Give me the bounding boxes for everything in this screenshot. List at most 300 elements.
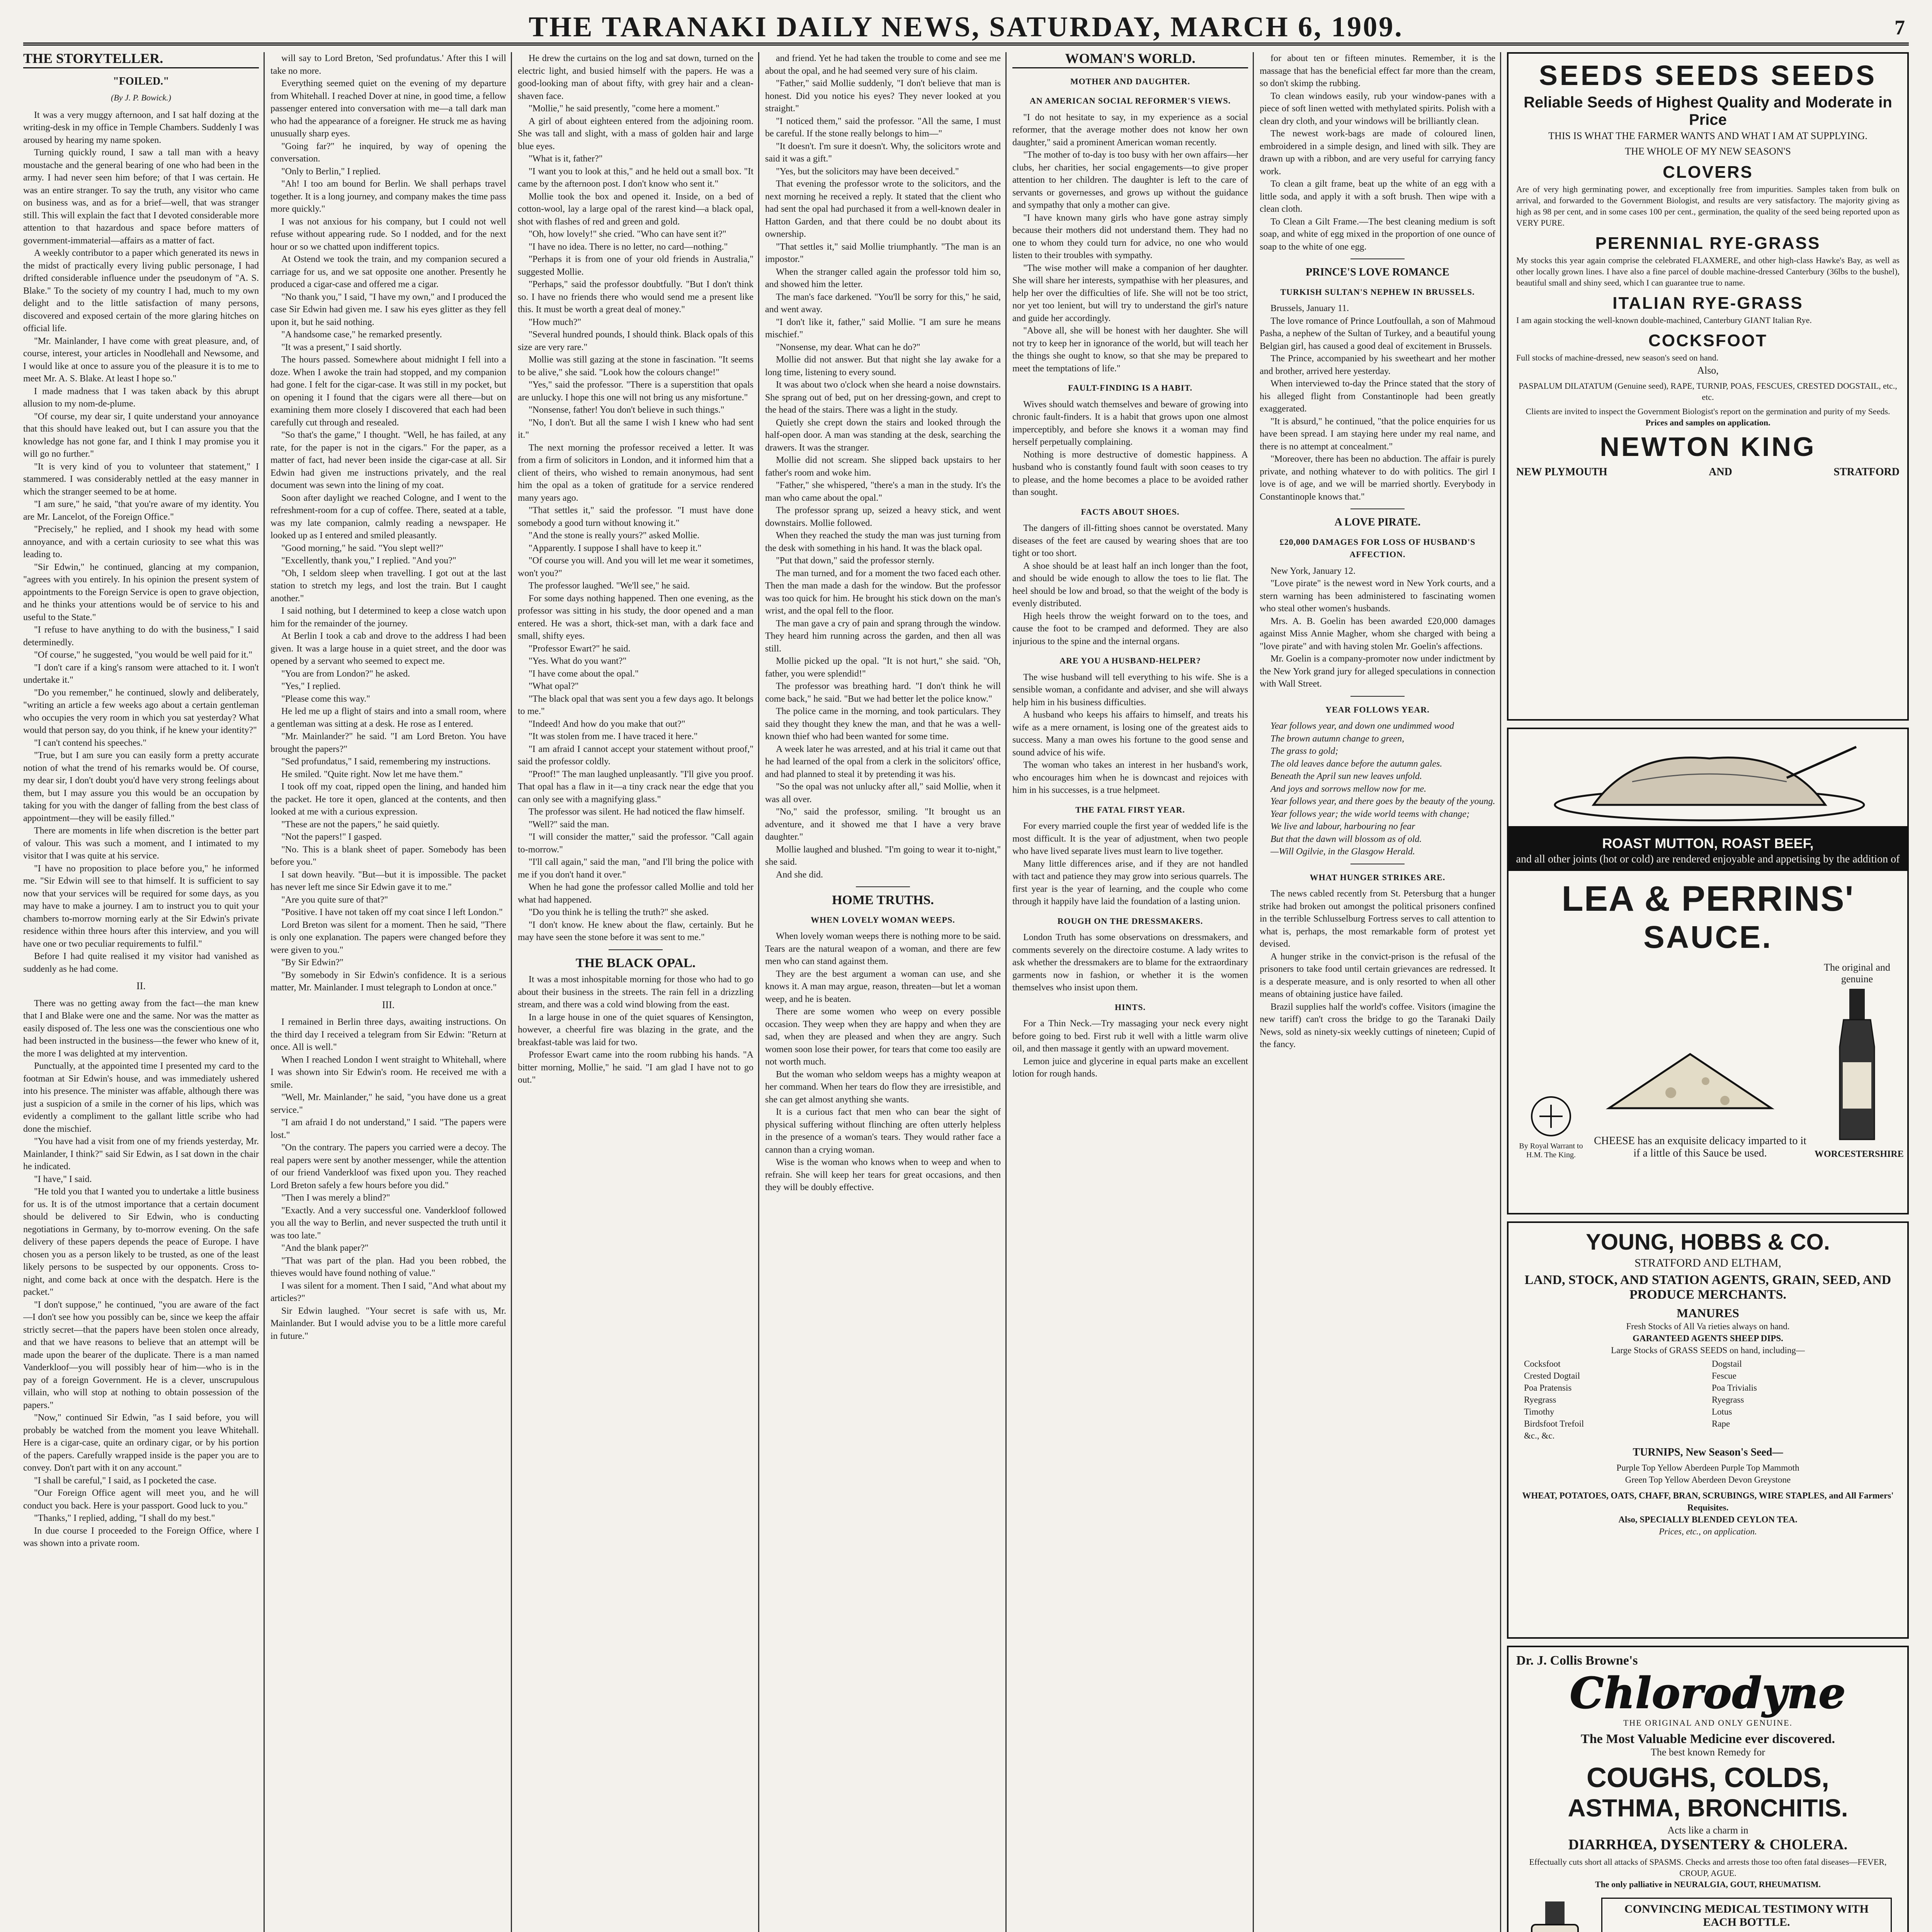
paragraph: "So the opal was not unlucky after all," said Mollie, when it was all over.: [765, 782, 1001, 804]
palliative-text: The only palliative in NEURALGIA, GOUT, RHEUMATISM.: [1595, 1879, 1821, 1889]
paragraph: "Well?" said the man.: [529, 819, 609, 830]
paragraph: "Perhaps," said the professor doubtfully. "But I don't think so. I have no friends there who would send me a present like this. It must be worth a great deal of money.": [518, 279, 753, 315]
column-story-continued: [270, 52, 506, 1932]
paragraph: For a Thin Neck.—Try massaging your neck every night before going to bed. First rub it well with a little warm olive oil, and then massage it gently with an upward movement.: [1012, 1019, 1248, 1054]
paragraph: When he had gone the professor called Mollie and told her what had happened.: [518, 882, 753, 905]
paragraph: "The wise mother will make a companion of her daughter. She will share her interests, sympathise with her pleasures, and help her over the difficulties of life. She will not be too strict, nor yet too lenient, but will try to understand the girl's nature and guide her accordingly.: [1012, 263, 1248, 323]
opal-continued: [765, 52, 1001, 881]
paragraph: "Now," continued Sir Edwin, "as I said before, you will probably be watched from the moment you leave Whitehall. Here is a cigar-case, quite an ordinary cigar, or by his portion of the papers. Carefully wrapped inside is the paper you are to convey. Don't part with it on any account.": [23, 1413, 259, 1473]
paragraph: New York, January 12.: [1270, 566, 1355, 576]
italian-heading: ITALIAN RYE-GRASS: [1612, 294, 1803, 313]
story-part1: [23, 109, 259, 976]
paragraph: London Truth has some observations on dressmakers, and comments severely on the directoire costume. A lady writes to ask whether the dressmakers are to blame for the extraordinary garments now in fashion, or whether it is the women themselves who insist upon them.: [1012, 932, 1248, 993]
paragraph: Wise is the woman who knows when to weep and when to refrain. She will keep her tears for great occasions, and then they will be doubly effective.: [765, 1157, 1001, 1192]
paragraph: "Perhaps it is from one of your old friends in Australia," suggested Mollie.: [518, 254, 753, 277]
paragraph: "Then I was merely a blind?": [281, 1193, 390, 1203]
paragraph: "I refuse to have anything to do with the business," I said determinedly.: [23, 625, 259, 648]
paragraph: "I have no proposition to place before you," he informed me. "Sir Edwin will see to that himself. It is sufficient to say now that your services will be required for some days, as you may have to make a journey. I am to instruct you to quit your chambers to-morrow morning early at the Sir Edwin's private residence within three hours after this interview, and you will have one or two peculiar requirements to fulfil.": [23, 863, 259, 949]
paragraph: "A handsome case," he remarked presently.: [281, 330, 442, 340]
grass-seeds: Large Stocks of GRASS SEEDS on hand, including—: [1611, 1345, 1805, 1355]
romance-text: [1260, 302, 1495, 503]
paragraph: "Yes," said the professor. "There is a superstition that opals are unlucky. I hope this one will not bring us any misfortune.": [518, 380, 753, 403]
list-item: Ryegrass: [1712, 1395, 1744, 1405]
paragraph: "What is it, father?": [529, 154, 603, 164]
paragraph: "It is very kind of you to volunteer that statement," I stammered. I was considerably nettled at the easy manner in which the stranger seemed to be at home.: [23, 461, 259, 497]
story-byline: (By J. P. Bowick.): [111, 93, 171, 102]
paragraph: "That settles it," said the professor. "I must have done somebody a good turn without knowing it.": [518, 505, 753, 528]
paragraph: He smiled. "Quite right. Now let me have them.": [281, 769, 463, 779]
paragraph: "These are not the papers," he said quietly.: [281, 819, 440, 830]
chlorodyne-bottle-icon: [1516, 1898, 1594, 1932]
worcestershire-label: WORCESTERSHIRE: [1815, 1149, 1904, 1159]
chlorodyne-brand: Chlorodyne: [1570, 1668, 1846, 1718]
paragraph: It is a curious fact that men who can bear the sight of physical suffering without flinching are often utterly helpless in the presence of a woman's tears. They would rather face a cannon than a crying woman.: [765, 1107, 1001, 1155]
list-item: Birdsfoot Trefoil: [1524, 1419, 1584, 1429]
paragraph: The woman who takes an interest in her husband's work, who encourages him when he is downcast and rejoices with him in his successes, is a true helpmeet.: [1012, 760, 1248, 795]
paragraph: The hours passed. Somewhere about midnight I fell into a doze. When I awoke the train had stopped, and my companion had gone. I felt for the cigar-case. It was still in my pocket, but on opening it I found that the cigars were all there—but on examining them more closely I discovered that each had been carefully cut through and resealed.: [270, 355, 506, 428]
paragraph: "Father," she whispered, "there's a man in the study. It's the man who came about the opal.": [765, 480, 1001, 503]
dressmakers-title: ROUGH ON THE DRESSMAKERS.: [1057, 916, 1203, 926]
list-item: Fescue: [1712, 1371, 1736, 1381]
original-text: The original and genuine: [1824, 962, 1890, 985]
paragraph: "Only to Berlin," I replied.: [281, 166, 381, 177]
paragraph: "I noticed them," said the professor. "All the same, I must be careful. If the stone really belongs to him—": [765, 116, 1001, 139]
paragraph: "I have," I said.: [34, 1174, 92, 1184]
young-hobbs-line: LAND, STOCK, AND STATION AGENTS, GRAIN, SEED, AND PRODUCE MERCHANTS.: [1524, 1273, 1891, 1302]
company-locations: [1516, 466, 1900, 478]
paragraph: Mollie was still gazing at the stone in fascination. "It seems to be alive," she said. "Look how the colours change!": [518, 355, 753, 378]
perennial-text: My stocks this year again comprise the celebrated FLAXMERE, and other high-class Hawke's Bay, as well as other locally grown lines. I have also a fine parcel of double machine-dressed Canterbury (36lbs to the bushel), beautiful small and shiny seed, which I can guarantee true to name.: [1516, 255, 1900, 287]
paragraph: The love romance of Prince Loutfoullah, a son of Mahmoud Pasha, a nephew of the Sultan of Turkey, and a beautiful young Belgian girl, has caused a good deal of excitement in Brussels.: [1260, 316, 1495, 351]
paragraph: Mollie picked up the opal. "It is not hurt," she said. "Oh, father, you were splendid!": [765, 656, 1001, 679]
paragraph: "Proof!" The man laughed unpleasantly. "I'll give you proof. That opal has a flaw in it—a tiny crack near the edge that you can only see with a magnifying glass.": [518, 769, 753, 804]
paragraph: "What opal?": [529, 681, 579, 691]
paragraph: "The black opal that was sent you a few days ago. It belongs to me.": [518, 694, 753, 716]
paragraph: "It was stolen from me. I have traced it here.": [529, 731, 698, 742]
tea-line: Also, SPECIALLY BLENDED CEYLON TEA.: [1618, 1515, 1798, 1524]
cheese-block: [1586, 1031, 1815, 1160]
paragraph: Soon after daylight we reached Cologne, and I went to the refreshment-room for a cup of coffee. There, seated at a table, was my late companion, calmly reading a newspaper. He looked up as I entered and smiled pleasantly.: [270, 493, 506, 541]
paragraph: That evening the professor wrote to the solicitors, and the next morning he received a reply. It stated that the client who had sent the opal had purchased it from a well-known dealer in Hatton Garden, and that there could be no doubt about its ownership.: [765, 179, 1001, 239]
chlorodyne-most: The Most Valuable Medicine ever discovered.: [1581, 1732, 1835, 1746]
womans-world-title: WOMAN'S WORLD.: [1012, 52, 1248, 68]
column-rule: [1253, 52, 1254, 1932]
roast-banner: [1509, 826, 1907, 871]
paragraph: Sir Edwin laughed. "Your secret is safe with us, Mr. Mainlander. But I would advise you to be a little more careful in future.": [270, 1306, 506, 1341]
romance-title: PRINCE'S LOVE ROMANCE: [1306, 266, 1449, 278]
perennial-heading: PERENNIAL RYE-GRASS: [1595, 234, 1821, 253]
paragraph: "I am sure," he said, "that you're aware of my identity. You are Mr. Lancelot, of the Foreign Office.": [23, 499, 259, 522]
paragraph: "Yes. What do you want?": [529, 656, 627, 666]
paragraph: "I shall be careful," I said, as I pocketed the case.: [34, 1475, 217, 1486]
sauce-label: SAUCE.: [1643, 920, 1772, 955]
paragraph: To Clean a Gilt Frame.—The best cleaning medium is soft soap, and white of egg mixed in the proportion of one ounce of soap to the white of one egg.: [1260, 216, 1495, 252]
paragraph: Nothing is more destructive of domestic happiness. A husband who is constantly found fault with soon ceases to try to please, and the home becomes a place to be avoided rather than sought.: [1012, 449, 1248, 497]
seeds-tagline: Reliable Seeds of Highest Quality and Moderate in Price: [1524, 94, 1892, 128]
turnips-heading: TURNIPS, New Season's Seed—: [1633, 1446, 1783, 1458]
prices-text: Prices and samples on application.: [1645, 418, 1770, 427]
paragraph: "Sir Edwin," he continued, glancing at my companion, "agrees with you entirely. In his opinion the present system of appointments to the Foreign Service is open to grave objection, and he thinks your attentions would be of service to his and useful to the State.": [23, 562, 259, 622]
paragraph: "You have had a visit from one of my friends yesterday, Mr. Mainlander, I think?" said Sir Edwin, as I sat down in the chair he indicated.: [23, 1136, 259, 1172]
paragraph: To clean windows easily, rub your window-panes with a piece of soft linen wetted with methylated spirits. Polish with a clean dry cloth, and your windows will be brilliantly clean.: [1260, 91, 1495, 126]
paragraph: When they reached the study the man was just turning from the desk with something in his hand. It was the black opal.: [765, 531, 1001, 553]
mother-daughter-text: [1012, 111, 1248, 375]
reformer-subtitle: AN AMERICAN SOCIAL REFORMER'S VIEWS.: [1029, 96, 1231, 105]
paragraph: A hunger strike in the convict-prison is the refusal of the prisoners to take food until certain grievances are redressed. It is a desperate measure, and is only resorted to when all other means of obtaining justice have failed.: [1260, 951, 1495, 999]
paragraph: A husband who keeps his affairs to himself, and treats his wife as a mere ornament, is losing one of the greatest aids to success. Many a man owes his fortune to the good sense and sound advice of his wife.: [1012, 710, 1248, 758]
paragraph: "No thank you," I said, "I have my own," and I produced the case Sir Edwin had given me. I saw his eyes glitter as they fell upon it, but he said nothing.: [270, 292, 506, 327]
paragraph: "Please come this way.": [281, 694, 370, 704]
husband-helper-title: ARE YOU A HUSBAND-HELPER?: [1060, 656, 1201, 665]
paragraph: and friend. Yet he had taken the trouble to come and see me about the opal, and he had seemed very sure of his claim.: [765, 53, 1001, 76]
paragraph: "By Sir Edwin?": [281, 957, 344, 968]
also-label: Also,: [1697, 365, 1719, 376]
mother-daughter-title: MOTHER AND DAUGHTER.: [1070, 76, 1190, 86]
list-item: Poa Pratensis: [1524, 1383, 1572, 1393]
black-opal-title: THE BLACK OPAL.: [575, 956, 696, 970]
chlorodyne-maker: Dr. J. Collis Browne's: [1516, 1653, 1638, 1668]
paragraph: "Do you remember," he continued, slowly and deliberately, "writing an article a few weeks ago about a certain gentleman who occupies the very room in which you sat yesterday? What would that person say, do you think, if he knew your identity?": [23, 687, 259, 735]
grass-list: [1516, 1356, 1900, 1443]
paragraph: "Thanks," I replied, adding, "I shall do my best.": [34, 1513, 215, 1523]
paragraph: And she did.: [776, 869, 823, 880]
paragraph: "It doesn't. I'm sure it doesn't. Why, the solicitors wrote and said it was a gift.": [765, 141, 1001, 164]
young-hobbs-places: STRATFORD AND ELTHAM,: [1634, 1257, 1781, 1269]
home-truths-text: [765, 930, 1001, 1194]
hunger-strikes-text: [1260, 888, 1495, 1051]
paragraph: will say to Lord Breton, 'Sed profundatus.' After this I will take no more.: [270, 53, 506, 76]
paragraph: "Nonsense, father! You don't believe in such things.": [529, 405, 724, 415]
location-stratford: STRATFORD: [1833, 466, 1900, 478]
cheese-text: CHEESE has an exquisite delicacy imparted to it if a little of this Sauce be used.: [1594, 1135, 1806, 1159]
paragraph: "By somebody in Sir Edwin's confidence. It is a serious matter, Mr. Mainlander. I must telegraph to London at once.": [270, 970, 506, 993]
acts-charm: Acts like a charm in: [1667, 1825, 1748, 1836]
location-and: AND: [1709, 466, 1732, 478]
poem-text: [1260, 720, 1495, 858]
divider: [609, 949, 663, 950]
paragraph: "No, I don't. But all the same I wish I knew who had sent it.": [518, 417, 753, 440]
paragraph: The man gave a cry of pain and sprang through the window. They heard him running across the garden, and then all was still.: [765, 618, 1001, 654]
love-pirate-subtitle: £20,000 DAMAGES FOR LOSS OF HUSBAND'S AFFECTION.: [1279, 537, 1476, 559]
paragraph: And joys and sorrows mellow now for me.: [1270, 784, 1427, 794]
paragraph: Mollie laughed and blushed. "I'm going to wear it to-night," she said.: [765, 844, 1001, 867]
paragraph: "Precisely," he replied, and I shook my head with some annoyance, and with a certain curiosity to see what this was leading to.: [23, 524, 259, 560]
paragraph: I made madness that I was taken aback by this abrupt allusion to my nom-de-plume.: [23, 386, 259, 409]
paragraph: A week later he was arrested, and at his trial it came out that he had learned of the opal from a clerk in the solicitors' office, and had planned to steal it by pretending it was his.: [765, 744, 1001, 779]
paragraph: I sat down heavily. "But—but it is impossible. The packet has never left me since Sir Edwin gave it to me.": [270, 869, 506, 892]
paragraph: There are moments in life when discretion is the better part of valour. This was such a moment, and I intimated to my visitor that I was quite at his service.: [23, 826, 259, 861]
paragraph: The brown autumn change to green,: [1270, 733, 1405, 744]
column-rule: [1005, 52, 1007, 1932]
effectually-text: Effectually cuts short all attacks of SPASMS. Checks and arrests those too often fatal diseases—FEVER, CROUP, AGUE.: [1529, 1857, 1887, 1878]
paragraph: He drew the curtains on the log and sat down, turned on the electric light, and busied himself with the papers. He was a good-looking man of about fifty, with grey hair and a clean-shaven face.: [518, 53, 753, 101]
paragraph: "And the stone is really yours?" asked Mollie.: [529, 531, 700, 541]
fault-finding-title: FAULT-FINDING IS A HABIT.: [1068, 383, 1193, 393]
paragraph: "Positive. I have not taken off my coat since I left London.": [281, 907, 503, 917]
sheep-dips: GARANTEED AGENTS SHEEP DIPS.: [1633, 1333, 1783, 1343]
story-part2: [23, 997, 259, 1550]
list-item: Ryegrass: [1524, 1395, 1556, 1405]
list-item: Cocksfoot: [1524, 1359, 1561, 1369]
convincing-box: CONVINCING MEDICAL TESTIMONY WITH EACH BOTTLE.: [1601, 1898, 1892, 1932]
paragraph: The wise husband will tell everything to his wife. She is a sensible woman, a confidante and adviser, and she will always help him in his business difficulties.: [1012, 672, 1248, 707]
list-item: Timothy: [1524, 1407, 1554, 1417]
paragraph: "Above all, she will be honest with her daughter. She will not try to keep her in ignorance of the world, but will teach her the things she ought to know, so that she may be prepared to meet the temptations of life.": [1012, 326, 1248, 374]
paragraph: "I have no idea. There is no letter, no card—nothing.": [529, 242, 728, 252]
paragraph: "Sed profundatus," I said, remembering my instructions.: [281, 757, 491, 767]
fresh-stocks: Fresh Stocks of All Va rieties always on hand.: [1626, 1321, 1790, 1331]
bottle-block: [1815, 962, 1904, 1160]
lea-perrins-brand: LEA & PERRINS': [1561, 879, 1854, 918]
masthead-title: THE TARANAKI DAILY NEWS, SATURDAY, MARCH 6, 1909.: [529, 11, 1403, 43]
paragraph: "I will consider the matter," said the professor. "Call again to-morrow.": [518, 832, 753, 855]
column-news: [1260, 52, 1495, 1932]
paragraph: Beneath the April sun new leaves unfold.: [1270, 771, 1422, 781]
part-numeral: III.: [382, 999, 395, 1010]
story-continued: [270, 52, 506, 994]
paragraph: When interviewed to-day the Prince stated that the story of his alleged flight from Constantinople had been greatly exaggerated.: [1260, 379, 1495, 414]
seeds-caps: THIS IS WHAT THE FARMER WANTS AND WHAT I AM AT SUPPLYING.: [1548, 130, 1867, 141]
paragraph: "Of course you will. And you will let me wear it sometimes, won't you?": [518, 556, 753, 578]
paragraph: It was a very muggy afternoon, and I sat half dozing at the writing-desk in my office in Temple Chambers. Suddenly I was aroused by hearing my name spoken.: [23, 110, 259, 145]
paragraph: But that the dawn will blossom as of old.: [1270, 834, 1422, 844]
paragraph: The professor was silent. He had noticed the flaw himself.: [529, 807, 745, 817]
paragraph: "Ah! I too am bound for Berlin. We shall perhaps travel together. It is a long journey, and company makes the time pass more quickly.": [270, 179, 506, 214]
paragraph: Mr. Goelin is a company-promoter now under indictment by the New York grand jury for alleged speculations in connection with Wall Street.: [1260, 654, 1495, 689]
paragraph: "Oh, I seldom sleep when travelling. I got out at the last station to stretch my legs, and lost the train. But I caught another.": [270, 568, 506, 604]
paragraph: "That was part of the plan. Had you been robbed, the thieves would have found nothing of value.": [270, 1255, 506, 1278]
paragraph: The professor laughed. "We'll see," he said.: [529, 581, 690, 591]
paragraph: Mollie did not scream. She slipped back upstairs to her father's room and woke him.: [765, 455, 1001, 478]
paragraph: The dangers of ill-fitting shoes cannot be overstated. Many diseases of the feet are caused by wearing shoes that are too tight or too short.: [1012, 523, 1248, 558]
facts-shoes-title: FACTS ABOUT SHOES.: [1081, 507, 1180, 517]
paragraph: "Love pirate" is the newest word in New York courts, and a stern warning has been administered to fascinating women who steal other women's husbands.: [1260, 578, 1495, 614]
black-opal-text: [518, 973, 753, 1087]
paragraph: Wives should watch themselves and beware of growing into chronic fault-finders. It is a habit that grows upon one almost imperceptibly, and before she knows it a woman may find herself perpetually complaining.: [1012, 399, 1248, 447]
paragraph: "Several hundred pounds, I should think. Black opals of this size are very rare.": [518, 330, 753, 352]
paragraph: "Well, Mr. Mainlander," he said, "you have done us a great service.": [270, 1092, 506, 1115]
paragraph: "Professor Ewart?" he said.: [529, 643, 631, 654]
clients-text: Clients are invited to inspect the Government Biologist's report on the germination and purity of my Seeds.: [1526, 406, 1890, 416]
roast-subline: and all other joints (hot or cold) are rendered enjoyable and appetising by the addition of: [1516, 853, 1900, 865]
list-item: Lotus: [1712, 1407, 1732, 1417]
paragraph: Everything seemed quiet on the evening of my departure from Whitehall. I reached Dover at nine, in good time, a fellow passenger entered into conversation with me—a tall dark man who had the appearance of a foreigner. He struck me as having unusually sharp eyes.: [270, 78, 506, 139]
paragraph: "You are from London?" he asked.: [281, 668, 410, 679]
clovers-text: Are of very high germinating power, and exceptionally free from impurities. Samples taken from bulk on arrival, and forwarded to the Government Biologist, and results are very satisfactory. The majority giving as high as 98 per cent, and in some cases 100 per cent., germination, the quality of the seed being reported upon as VERY PURE.: [1516, 184, 1900, 228]
paragraph: "It is absurd," he continued, "that the police enquiries for us have been spread. I am staying here under my real name, and there is no attempt at concealment.": [1260, 416, 1495, 452]
romance-subtitle: TURKISH SULTAN'S NEPHEW IN BRUSSELS.: [1280, 287, 1475, 297]
chlorodyne-original: THE ORIGINAL AND ONLY GENUINE.: [1623, 1718, 1793, 1728]
hints-title: HINTS.: [1115, 1002, 1146, 1012]
paragraph: "And the blank paper?": [281, 1243, 369, 1253]
paragraph: Lemon juice and glycerine in equal parts make an excellent lotion for rough hands.: [1012, 1056, 1248, 1079]
italian-text: I am again stocking the well-known double-machined, Canterbury GIANT Italian Rye.: [1516, 315, 1812, 325]
story-part3: [270, 1016, 506, 1342]
ad-lea-perrins: [1507, 728, 1909, 1214]
young-hobbs-name: YOUNG, HOBBS & CO.: [1586, 1230, 1830, 1255]
paragraph: In due course I proceeded to the Foreign Office, where I was shown into a private room.: [23, 1526, 259, 1548]
roast-headline: ROAST MUTTON, ROAST BEEF,: [1602, 835, 1814, 851]
facts-shoes-text: [1012, 522, 1248, 648]
list-item: Rape: [1712, 1419, 1730, 1429]
husband-helper-text: [1012, 671, 1248, 797]
paragraph: The man's face darkened. "You'll be sorry for this," he said, and went away.: [765, 292, 1001, 315]
fatal-year-title: THE FATAL FIRST YEAR.: [1075, 804, 1185, 815]
divider: [1350, 696, 1405, 697]
paragraph: We live and labour, harbouring no fear: [1270, 821, 1415, 832]
paragraph: Before I had quite realised it my visitor had vanished as suddenly as he had come.: [23, 951, 259, 974]
love-pirate-title: A LOVE PIRATE.: [1334, 516, 1421, 528]
paragraph: "He told you that I wanted you to undertake a little business for us. It is of the utmost importance that a certain document should be delivered to Sir Edwin, who is conducting negotiations in Germany, by to-morrow evening. On the safe delivery of these papers depends the peace of Europe. I have chosen you as a person likely to be trusted, as one of the least likely persons to be suspected by our opponents. Cross to-night, and come back at once with the despatch. Here is the packet.": [23, 1187, 259, 1297]
paragraph: It was about two o'clock when she heard a noise downstairs. She sprang out of bed, put on her dressing-gown, and crept to the head of the stairs. There was a light in the study.: [765, 380, 1001, 415]
column-black-opal: [518, 52, 753, 1932]
paragraph: "I don't care if a king's ransom were attached to it. I won't undertake it.": [23, 662, 259, 685]
location-new-plymouth: NEW PLYMOUTH: [1516, 466, 1607, 478]
asthma-bronchitis: ASTHMA, BRONCHITIS.: [1568, 1794, 1848, 1822]
paragraph: He led me up a flight of stairs and into a small room, where a gentleman was sitting at a desk. He rose as I entered.: [270, 706, 506, 729]
paragraph: "I have come about the opal.": [529, 668, 639, 679]
column-rule: [1500, 52, 1501, 1932]
paragraph: I was silent for a moment. Then I said, "And what about my articles?": [270, 1281, 506, 1303]
chlorodyne-best: The best known Remedy for: [1650, 1747, 1765, 1758]
paragraph: "How much?": [529, 317, 582, 327]
paragraph: There was no getting away from the fact—the man knew that I and Blake were one and the same. Nor was the matter as easily disposed of. The less one was the conscientious one who had been instructed in the business—the fewer who knew of it, the more I was delighted at my intervention.: [23, 998, 259, 1059]
paragraph: In a large house in one of the quiet squares of Kensington, however, a cheerful fire was blazing in the grate, and the breakfast-table was laid for two.: [518, 1012, 753, 1048]
paragraph: "I am afraid I cannot accept your statement without proof," said the professor coldly.: [518, 744, 753, 767]
paragraph: for about ten or fifteen minutes. Remember, it is the massage that has the beneficial effect far more than the cream, so don't skimp the rubbing.: [1260, 53, 1495, 88]
paragraph: At Berlin I took a cab and drove to the address I had been given. It was a large house in a quiet street, and the door was opened by a servant who seemed to expect me.: [270, 631, 506, 666]
paragraph: A girl of about eighteen entered from the adjoining room. She was tall and slight, with a mass of golden hair and large blue eyes.: [518, 116, 753, 151]
paragraph: It was a most inhospitable morning for those who had to go about their business in the streets. The rain fell in a drizzling stream, and there was a cold wind blowing from the east.: [518, 975, 753, 1010]
paragraph: "I do not hesitate to say, in my experience as a social reformer, that the average mother does not know her own daughter," said a prominent American woman recently.: [1012, 112, 1248, 148]
hunger-strikes-title: WHAT HUNGER STRIKES ARE.: [1310, 872, 1446, 882]
column-rule: [511, 52, 512, 1932]
cocksfoot-heading: COCKSFOOT: [1648, 331, 1768, 350]
turnips-line2: Green Top Yellow Aberdeen Devon Greystone: [1625, 1475, 1791, 1485]
chlorodyne-bottom: [1516, 1898, 1900, 1932]
paragraph: "Do you think he is telling the truth?" she asked.: [529, 907, 709, 917]
paragraph: "I don't know. He knew about the flaw, certainly. But he may have seen the stone before it was sent to me.": [518, 920, 753, 942]
paragraph: "The mother of to-day is too busy with her own affairs—her clubs, her charities, her social engagements—to give proper attention to her children. The daughter is left to the care of servants or governesses, and grows up without the guidance and sympathy that only a mother can give.: [1012, 150, 1248, 210]
paragraph: "I am afraid I do not understand," I said. "The papers were lost.": [270, 1117, 506, 1140]
also-text: PASPALUM DILATATUM (Genuine seed), RAPE, TURNIP, POAS, FESCUES, CRESTED DOGSTAIL, etc., etc.: [1519, 381, 1897, 402]
paragraph: "So that's the game," I thought. "Well, he has failed, at any rate, for the paper is not in the cigars." For the paper, as a matter of fact, had never been inside the cigar-case at all. Sir Edwin had given me instructions privately, and the real document was sewn into the lining of my coat.: [270, 430, 506, 490]
paragraph: "Mr. Mainlander, I have come with great pleasure, and, of course, interest, your articles in Noodlehall and Newsome, and I would like at once to assure you of the pleasure it is to me to meet Mr. A. S. Blake. At least I hope so.": [23, 336, 259, 384]
paragraph: The next morning the professor received a letter. It was from a firm of solicitors in London, and it informed him that a client of theirs, who wished to remain anonymous, had sent him the opal as a token of gratitude for a service rendered many years ago.: [518, 442, 753, 503]
paragraph: The news cabled recently from St. Petersburg that a hunger strike had broken out amongst the political prisoners confined in the terrible Schlusselburg Fortress serves to call attention to what is, perhaps, the most remarkable form of protest yet devised.: [1260, 889, 1495, 949]
paragraph: Professor Ewart came into the room rubbing his hands. "A bitter morning, Mollie," he said. "I am glad I have not to go out.": [518, 1050, 753, 1085]
royal-warrant: [1516, 1093, 1586, 1160]
paragraph: "Put that down," said the professor sternly.: [776, 556, 934, 566]
household-text: [1260, 52, 1495, 253]
manures-heading: MANURES: [1677, 1306, 1739, 1320]
paragraph: The man turned, and for a moment the two faced each other. Then the man made a dash for the window. But the professor was too quick for him. He brought his stick down on the man's wrist, and the opal fell to the floor.: [765, 568, 1001, 616]
paragraph: "I don't suppose," he continued, "you are aware of the fact—I don't see how you possibly can be, since we keep the affair strictly secret—that the papers have been stolen once already, and that we have reasons to believe that an attempt will be made upon the bearer of the duplicate. There is a man named Vanderkloof—you will possibly hear of him—who is in the pay of a foreign Government. He is a clever, unscrupulous villain, who will stop at nothing to obtain possession of the papers.": [23, 1299, 259, 1410]
paragraph: "That settles it," said Mollie triumphantly. "The man is an impostor.": [765, 242, 1001, 264]
paragraph: The Prince, accompanied by his sweetheart and her mother and brother, arrived here yesterday.: [1260, 354, 1495, 376]
paragraph: Quietly she crept down the stairs and looked through the half-open door. A man was standing at the desk, searching the drawers. It was the stranger.: [765, 417, 1001, 453]
fault-finding-text: [1012, 398, 1248, 499]
prices-line: Prices, etc., on application.: [1659, 1527, 1757, 1536]
paragraph: "Mr. Mainlander?" he said. "I am Lord Breton. You have brought the papers?": [270, 731, 506, 754]
paragraph: "No," said the professor, smiling. "It brought us an adventure, and it showed me that I have a very brave daughter.": [765, 807, 1001, 842]
cheese-illustration: [1594, 1031, 1787, 1128]
coughs-colds: COUGHS, COLDS,: [1586, 1762, 1830, 1793]
paragraph: I remained in Berlin three days, awaiting instructions. On the third day I received a telegram from Sir Edwin: "Return at once. All is well.": [270, 1017, 506, 1052]
paragraph: Mollie did not answer. But that night she lay awake for a long time, listening to every sound.: [765, 355, 1001, 378]
newspaper-page: [23, 8, 1909, 1932]
paragraph: I was not anxious for his company, but I could not well refuse without appearing rude. So I nodded, and for the next hour or so we chatted upon indifferent topics.: [270, 216, 506, 252]
ad-seeds: [1507, 52, 1909, 721]
paragraph: "Oh, how lovely!" she cried. "Who can have sent it?": [529, 229, 726, 239]
story-title: "FOILED.": [113, 75, 169, 87]
paragraph: "On the contrary. The papers you carried were a decoy. The real papers were sent by another messenger, while the attention of our friend Vanderkloof was fixed upon you. They reached Lord Breton safely a few hours before you did.": [270, 1143, 506, 1190]
paragraph: "I have known many girls who have gone astray simply because their mothers did not understand them. They had no one to whom they could turn for advice, no one who would listen to their troubles with sympathy.: [1012, 213, 1248, 260]
paragraph: "Of course," he suggested, "you would be well paid for it.": [34, 650, 253, 660]
section-title: THE STORYTELLER.: [23, 52, 259, 68]
paragraph: To clean a gilt frame, beat up the white of an egg with a little soda, and apply it with a soft brush. Then wipe with a clean cloth.: [1260, 179, 1495, 214]
list-item: Crested Dogtail: [1524, 1371, 1580, 1381]
home-truths-subtitle: WHEN LOVELY WOMAN WEEPS.: [811, 915, 955, 925]
paragraph: "I'll call again," said the man, "and I'll bring the police with me if you don't hand it over.": [518, 857, 753, 880]
paragraph: Lord Breton was silent for a moment. Then he said, "There is only one explanation. The papers were changed before they were given to you.": [270, 920, 506, 955]
column-rule: [264, 52, 265, 1932]
opal-story: [518, 52, 753, 944]
seeds-whole: THE WHOLE OF MY NEW SEASON'S: [1625, 146, 1791, 157]
column-storyteller: [23, 52, 259, 1932]
list-item: Dogstail: [1712, 1359, 1742, 1369]
paragraph: "Going far?" he inquired, by way of opening the conversation.: [270, 141, 506, 164]
paragraph: —Will Ogilvie, in the Glasgow Herald.: [1270, 847, 1415, 857]
paragraph: "I don't like it, father," said Mollie. "I am sure he means mischief.": [765, 317, 1001, 340]
company-name: NEWTON KING: [1600, 432, 1816, 462]
fatal-year-text: [1012, 820, 1248, 908]
crest-icon: [1528, 1093, 1574, 1139]
roast-dish-illustration: [1516, 735, 1903, 824]
paragraph: "Yes, but the solicitors may have been deceived.": [776, 166, 959, 177]
paragraph: Many little differences arise, and if they are not handled with tact and patience they may grow into serious quarrels. The first year is the year of learning, and the couple who come through it happily have laid the foundation of a lasting union.: [1012, 859, 1248, 906]
paragraph: When lovely woman weeps there is nothing more to be said. Tears are the natural weapon of a woman, and there are few men who can stand against them.: [765, 931, 1001, 966]
paragraph: The old leaves dance before the autumn gales.: [1270, 759, 1442, 769]
divider: [856, 886, 910, 887]
paragraph: "Not the papers!" I gasped.: [281, 832, 382, 842]
clovers-heading: CLOVERS: [1663, 163, 1753, 182]
sauce-bottle-icon: [1828, 985, 1886, 1147]
poem-title: YEAR FOLLOWS YEAR.: [1325, 704, 1430, 714]
paragraph: When the stranger called again the professor told him so, and showed him the letter.: [765, 267, 1001, 289]
paragraph: "Good morning," he said. "You slept well?": [281, 543, 444, 553]
home-truths-title: HOME TRUTHS.: [832, 893, 934, 907]
paragraph: For every married couple the first year of wedded life is the most difficult. It is the year of adjustment, when two people who have lived separate lives must learn to live together.: [1012, 821, 1248, 856]
paragraph: They are the best argument a woman can use, and she knows it. A man may argue, reason, threaten—but let a woman weep, and he is beaten.: [765, 969, 1001, 1004]
list-item: &c., &c.: [1524, 1431, 1555, 1440]
paragraph: "Nonsense, my dear. What can he do?": [776, 342, 920, 352]
paragraph: Year follows year; the wide world teems with change;: [1270, 809, 1470, 819]
diarrhoea-line: DIARRHŒA, DYSENTERY & CHOLERA.: [1568, 1837, 1848, 1853]
paragraph: "Exactly. And a very successful one. Vanderkloof followed you all the way to Berlin, and never suspected the truth until it was too late.": [270, 1205, 506, 1241]
paragraph: "No. This is a blank sheet of paper. Somebody has been before you.": [270, 844, 506, 867]
paragraph: "True, but I am sure you can easily form a pretty accurate notion of what the trend of his remarks would be. Of course, my dear sir, I don't doubt you'd have very strong feelings about them, but I may assure you this would be an occupation by taking for you with the danger of falling from the best class of appointment—they will be easily filled.": [23, 750, 259, 823]
paragraph: A weekly contributor to a paper which generated its news in the midst of practically every living public personage, I had drifted considerable influence under the pseudonym of "A. S. Blake." To the society of my country I had, much to my own delight and to the little satisfaction of many persons, discovered and exposed certain of the more glaring hitches on official life.: [23, 248, 259, 333]
paragraph: The grass to gold;: [1270, 746, 1338, 756]
paragraph: "Mollie," he said presently, "come here a moment.": [529, 104, 719, 114]
paragraph: "Father," said Mollie suddenly, "I don't believe that man is honest. Did you notice his eyes? They never looked at you straight.": [765, 78, 1001, 114]
paragraph: Mrs. A. B. Goelin has been awarded £20,000 damages against Miss Annie Magher, whom she charged with being a "love pirate" and with having stolen Mr. Goelin's affections.: [1260, 616, 1495, 651]
paragraph: "Of course, my dear sir, I quite understand your annoyance that this should have leaked out, but I can assure you that the knowledge has not gone far, and I think I may promise you it will go no further.": [23, 411, 259, 459]
warrant-text: By Royal Warrant to H.M. The King.: [1519, 1142, 1583, 1159]
paragraph: "I can't contend his speeches.": [34, 738, 147, 748]
paragraph: For some days nothing happened. Then one evening, as the professor was sitting in his study, the door opened and a man entered. He was a short, thick-set man, with a dark face and small, shifty eyes.: [518, 593, 753, 641]
